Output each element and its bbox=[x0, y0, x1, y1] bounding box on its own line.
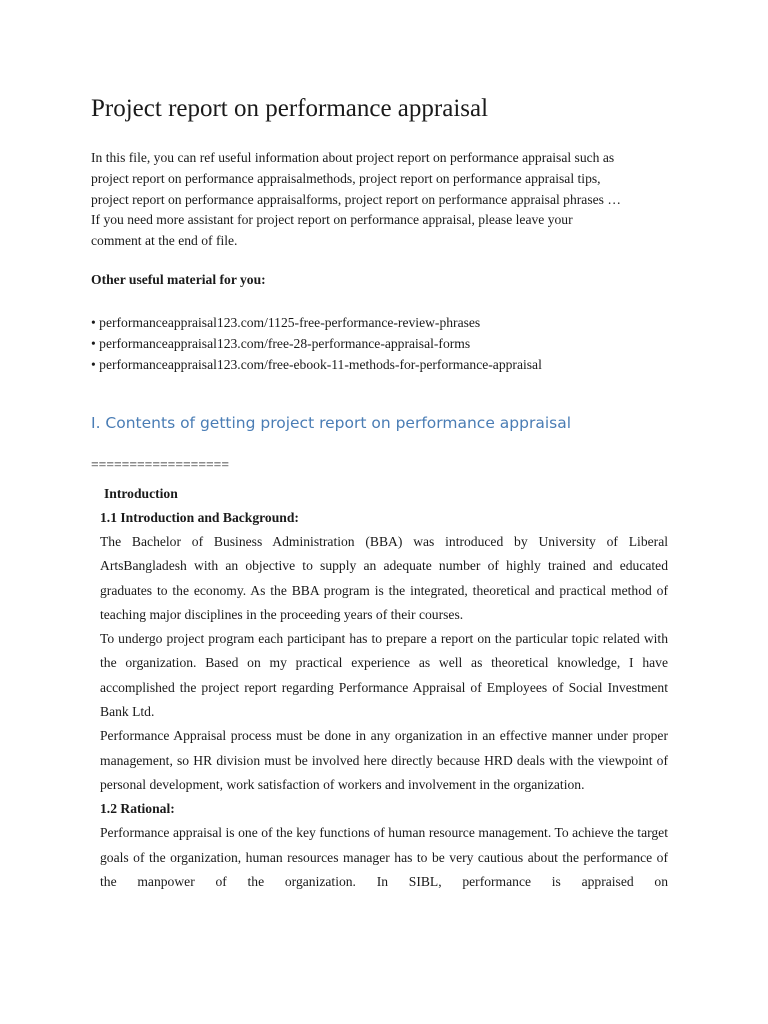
introduction-heading: Introduction bbox=[104, 486, 178, 501]
subsection-heading-1-1: 1.1 Introduction and Background: bbox=[100, 510, 299, 525]
body-paragraph: The Bachelor of Business Administration (BBA) was introduced by University of Liberal ArtsBangladesh with an objective to supply an adequate number of highly trained and educated graduates to the economy. As the BBA program is the integrated, theoretical and practical method of teaching major disciplines in the proceeding years of their courses. bbox=[100, 534, 668, 622]
document-title: Project report on performance appraisal bbox=[91, 95, 489, 122]
body-paragraph: To undergo project program each participant has to prepare a report on the particular topic related with the organization. Based on my practical experience as well as theoretical knowledge, I have accomplished the project report regarding Performance Appraisal of Employees of Social Investment Bank Ltd. bbox=[100, 631, 668, 720]
useful-links-list bbox=[91, 312, 542, 375]
intro-line: project report on performance appraisalmethods, project report on performance appraisal tips, bbox=[91, 170, 601, 186]
intro-line: comment at the end of file. bbox=[91, 233, 238, 249]
useful-link[interactable]: • performanceappraisal123.com/1125-free-performance-review-phrases bbox=[91, 315, 481, 330]
separator-line: ================== bbox=[91, 457, 229, 472]
body-paragraph: Performance appraisal is one of the key functions of human resource management. To achieve the target goals of the organization, human resources manager has to be very cautious about the performance of the manpower of the organization. In SIBL, performance is appraised on bbox=[100, 825, 668, 889]
section-heading: I. Contents of getting project report on performance appraisal bbox=[91, 414, 572, 432]
intro-line: If you need more assistant for project report on performance appraisal, please leave your bbox=[91, 212, 573, 228]
intro-line: In this file, you can ref useful information about project report on performance appraisal such as bbox=[91, 150, 615, 165]
subsection-heading-1-2: 1.2 Rational: bbox=[100, 801, 175, 817]
body-paragraph: Performance Appraisal process must be done in any organization in an effective manner under proper management, so HR division must be involved here directly because HRD deals with the viewpoint of personal development, work satisfaction of workers and involvement in the organization. bbox=[100, 728, 668, 792]
useful-link[interactable]: • performanceappraisal123.com/free-28-performance-appraisal-forms bbox=[91, 336, 471, 351]
intro-paragraph bbox=[91, 148, 691, 252]
useful-link[interactable]: • performanceappraisal123.com/free-ebook-11-methods-for-performance-appraisal bbox=[91, 357, 542, 372]
report-body bbox=[100, 482, 668, 894]
other-material-heading: Other useful material for you: bbox=[91, 272, 266, 287]
intro-line: project report on performance appraisalforms, project report on performance appraisal phrases … bbox=[91, 191, 621, 207]
